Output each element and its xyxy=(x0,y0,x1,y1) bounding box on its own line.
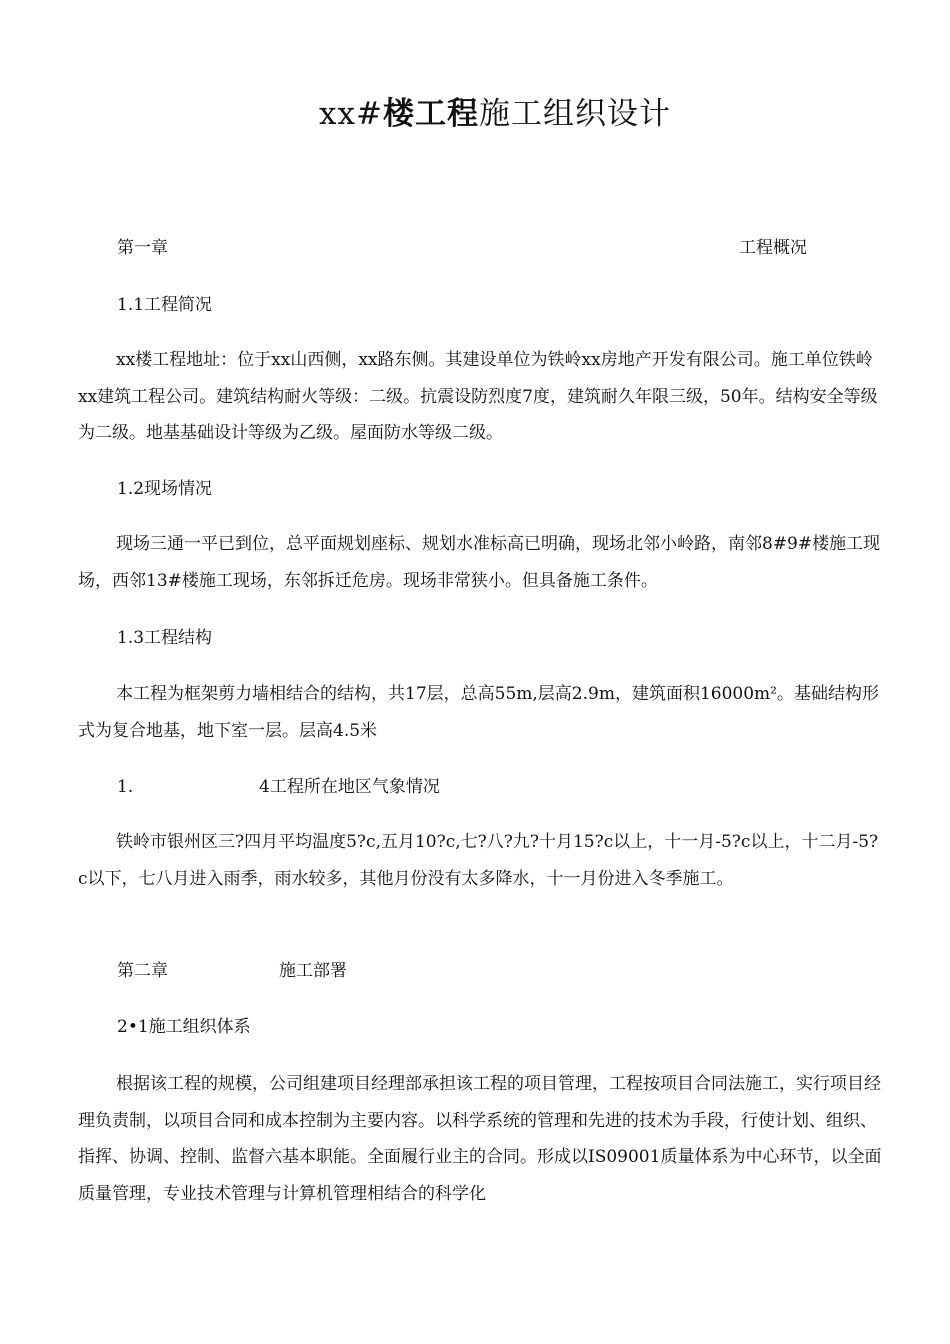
section-1-1-heading: 1.1工程简况 xyxy=(117,295,213,315)
section-1-4-heading: 4工程所在地区气象情况 xyxy=(259,777,440,797)
section-1-3-heading: 1.3工程结构 xyxy=(117,628,213,648)
title-prefix: xx# xyxy=(319,96,383,132)
section-1-3-text: 本工程为框架剪力墙相结合的结构，共17层，总高55m,层高2.9m，建筑面积16000m²。基础结构形式为复合地基，地下室一层。层高4.5米 xyxy=(78,684,879,741)
section-2-1-text: 根据该工程的规模，公司组建项目经理部承担该工程的项目管理，工程按项目合同法施工，实行项目经理负责制，以项目合同和成本控制为主要内容。以科学系统的管理和先进的技术为手段，行使计划、组织、指挥、协调、控制、监督六基本职能。全面履行业主的合同。形成以IS09001质量体系为中心环节，以全面质量管理，专业技术管理与计算机管理相结合的科学化 xyxy=(78,1074,882,1204)
chapter2-label: 第二章 xyxy=(117,961,168,981)
section-1-2-text: 现场三通一平已到位，总平面规划座标、规划水准标高已明确，现场北邻小岭路，南邻8#9#楼施工现场，西邻13#楼施工现场，东邻拆迁危房。现场非常狭小。但具备施工条件。 xyxy=(78,534,881,591)
chapter2-name: 施工部署 xyxy=(279,961,347,981)
title-bold: 楼工程 xyxy=(382,96,479,132)
section-1-4-number: 1. xyxy=(117,777,134,797)
section-2-1-heading: 2•1施工组织体系 xyxy=(117,1017,251,1037)
document-title xyxy=(0,94,950,134)
section-1-2-heading: 1.2现场情况 xyxy=(117,479,213,499)
chapter1-name: 工程概况 xyxy=(739,238,807,258)
section-1-4-text: 铁岭市银州区三?四月平均温度5?c,五月10?c,七?八?九?十月15?c以上，十一月-5?c以上，十二月-5?c以下，七八月进入雨季，雨水较多，其他月份没有太多降水，十一月份进入冬季施工。 xyxy=(78,832,879,889)
section-1-1-text: xx楼工程地址：位于xx山西侧，xx路东侧。其建设单位为铁岭xx房地产开发有限公司。施工单位铁岭xx建筑工程公司。建筑结构耐火等级：二级。抗震设防烈度7度，建筑耐久年限三级，50年。结构安全等级为二级。地基基础设计等级为乙级。屋面防水等级二级。 xyxy=(78,350,878,443)
chapter1-label: 第一章 xyxy=(117,238,168,258)
title-suffix: 施工组织设计 xyxy=(478,96,671,132)
